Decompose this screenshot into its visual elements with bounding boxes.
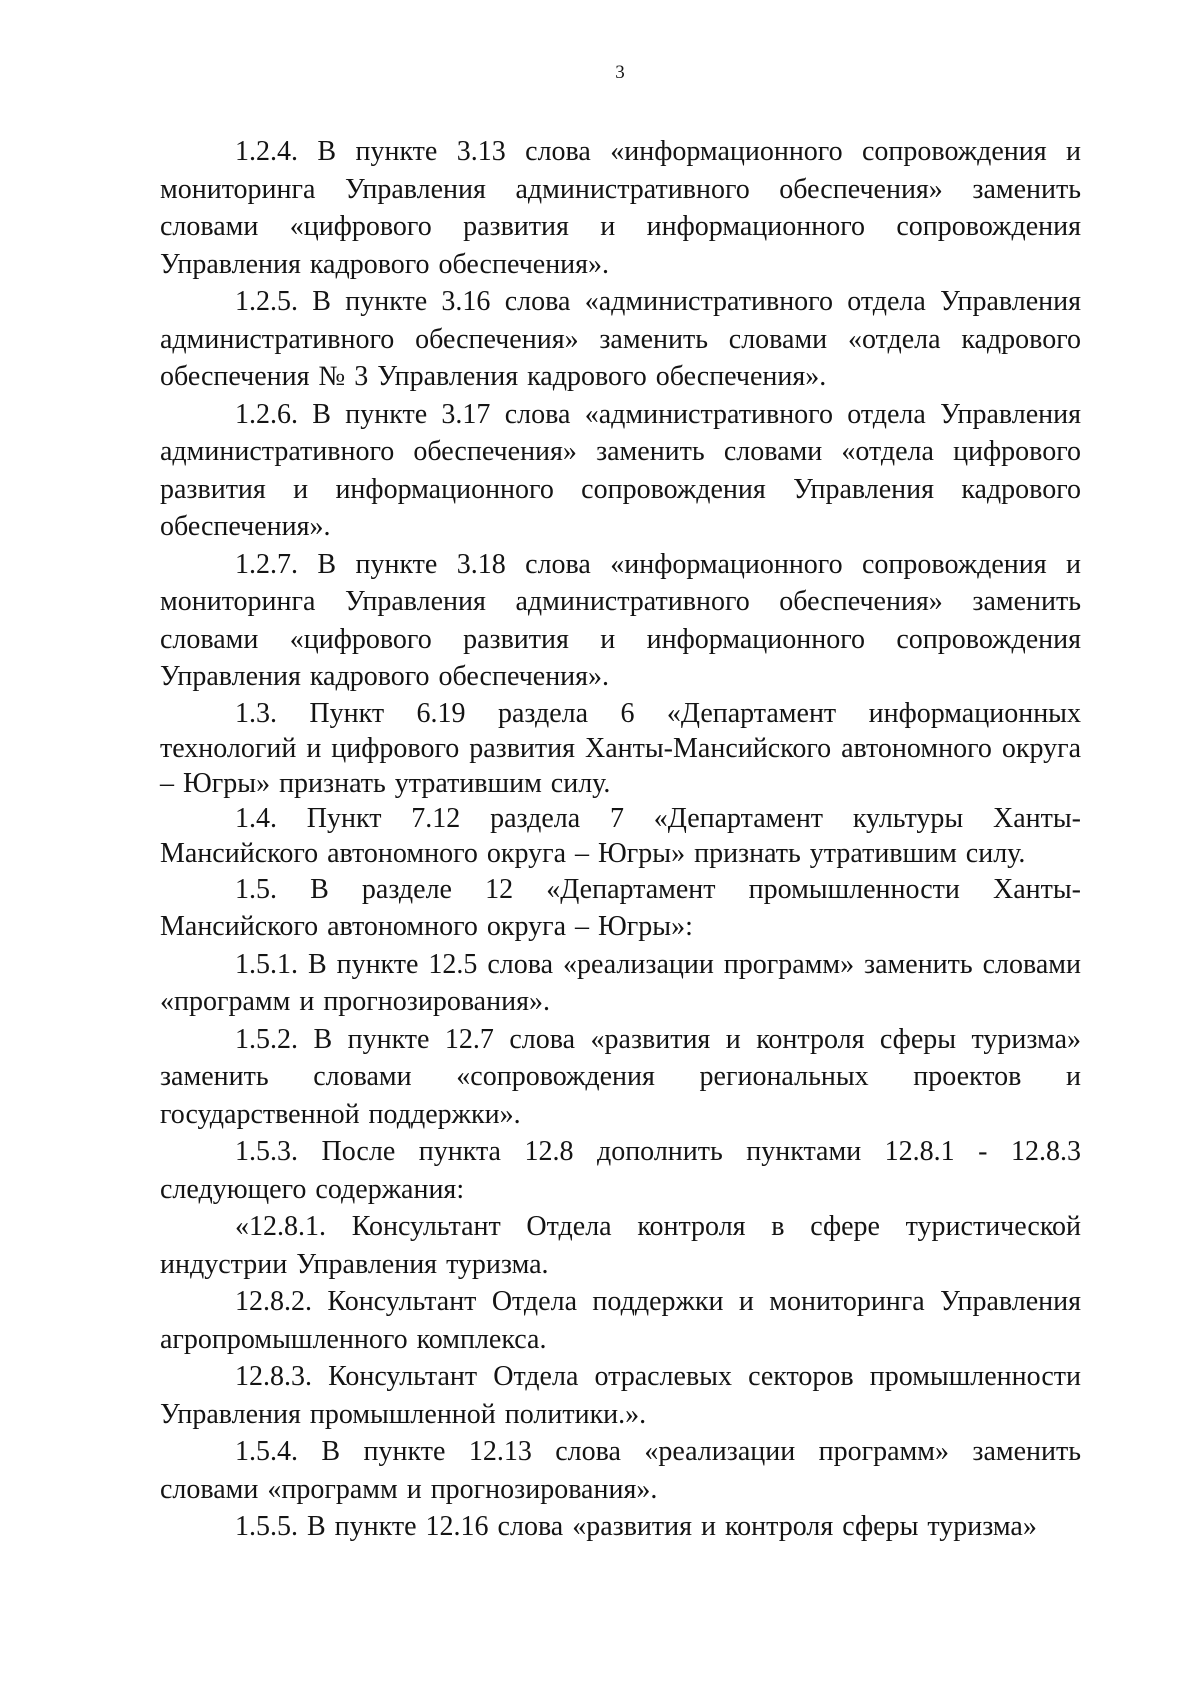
paragraph-1-5-3: 1.5.3. После пункта 12.8 дополнить пунктами 12.8.1 - 12.8.3 следующего содержания:: [160, 1136, 1081, 1205]
paragraph-1-2-6: 1.2.6. В пункте 3.17 слова «административного отдела Управления административного обеспечения» заменить словами «отдела цифрового развития и информационного сопровождения Управления кадрового обеспечения».: [160, 398, 1081, 542]
paragraph-1-5-4: 1.5.4. В пункте 12.13 слова «реализации программ» заменить словами «программ и прогнозирования».: [160, 1436, 1081, 1505]
paragraph-1-2-7: 1.2.7. В пункте 3.18 слова «информационного сопровождения и мониторинга Управления административного обеспечения» заменить словами «цифрового развития и информационного сопровождения Управления кадрового обеспечения».: [160, 548, 1081, 692]
paragraph-1-5: 1.5. В разделе 12 «Департамент промышленности Ханты-Мансийского автономного округа – Югры»:: [160, 873, 1081, 942]
paragraph-1-5-5: 1.5.5. В пункте 12.16 слова «развития и контроля сферы туризма»: [235, 1511, 1037, 1542]
paragraph-1-3: 1.3. Пункт 6.19 раздела 6 «Департамент информационных технологий и цифрового развития Ханты-Мансийского автономного округа – Югры» признать утратившим силу.: [160, 697, 1081, 799]
paragraph-1-5-1: 1.5.1. В пункте 12.5 слова «реализации программ» заменить словами «программ и прогнозирования».: [160, 948, 1081, 1017]
paragraph-1-5-2: 1.5.2. В пункте 12.7 слова «развития и контроля сферы туризма» заменить словами «сопровождения региональных проектов и государственной поддержки».: [160, 1023, 1081, 1130]
paragraph-1-2-5: 1.2.5. В пункте 3.16 слова «административного отдела Управления административного обеспечения» заменить словами «отдела кадрового обеспечения № 3 Управления кадрового обеспечения».: [160, 286, 1081, 392]
paragraph-1-2-4: 1.2.4. В пункте 3.13 слова «информационного сопровождения и мониторинга Управления административного обеспечения» заменить словами «цифрового развития и информационного сопровождения Управления кадрового обеспечения».: [160, 136, 1081, 280]
document-body: [160, 133, 1081, 1546]
page-number: 3: [615, 62, 625, 83]
paragraph-12-8-3: 12.8.3. Консультант Отдела отраслевых секторов промышленности Управления промышленной политики.».: [160, 1361, 1081, 1430]
paragraph-12-8-2: 12.8.2. Консультант Отдела поддержки и мониторинга Управления агропромышленного комплекса.: [160, 1286, 1081, 1355]
paragraph-1-4: 1.4. Пункт 7.12 раздела 7 «Департамент культуры Ханты-Мансийского автономного округа – Югры» признать утратившим силу.: [160, 802, 1081, 869]
paragraph-12-8-1: «12.8.1. Консультант Отдела контроля в сфере туристической индустрии Управления туризма.: [160, 1211, 1081, 1280]
